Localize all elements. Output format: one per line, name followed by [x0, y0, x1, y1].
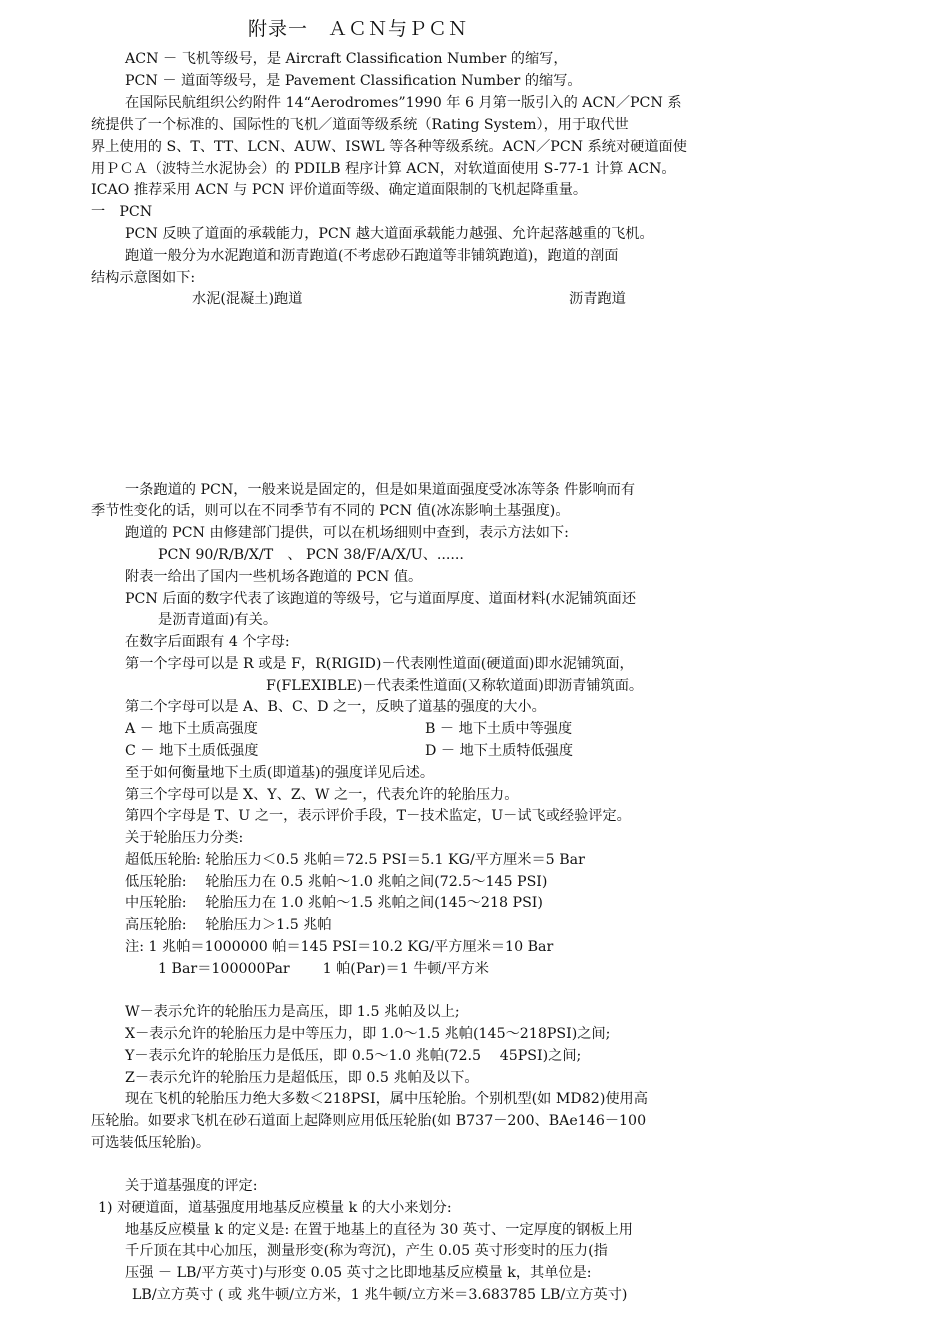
subgrade-line: 压强 － LB/平方英寸)与形变 0.05 英寸之比即地基反应模量 k，其单位是: [125, 1265, 592, 1281]
body-line: 一条跑道的 PCN，一般来说是固定的，但是如果道面强度受冰冻等条 件影响而有 [125, 482, 636, 498]
body-line: 压轮胎。如要求飞机在砂石道面上起降则应用低压轮胎(如 B737－200、BAe146－100 [91, 1113, 647, 1129]
tire-class-line: 低压轮胎: 轮胎压力在 0.5 兆帕～1.0 兆帕之间(72.5～145 PSI) [125, 874, 548, 890]
body-line: 在数字后面跟有 4 个字母: [125, 634, 290, 650]
body-line: 附表一给出了国内一些机场各跑道的 PCN 值。 [125, 569, 423, 585]
body-line: 第四个字母是 T、U 之一，表示评价手段，T－技术监定，U－试飞或经验评定。 [125, 808, 631, 824]
intro-line: 用ＰＣＡ（波特兰水泥协会）的 PDILB 程序计算 ACN，对软道面使用 S-77-1 计算 ACN。 [91, 161, 676, 177]
tire-class-line: 中压轮胎: 轮胎压力在 1.0 兆帕～1.5 兆帕之间(145～218 PSI) [125, 895, 543, 911]
tire-code-line: Y－表示允许的轮胎压力是低压，即 0.5～1.0 兆帕(72.5 45PSI)之间; [125, 1048, 582, 1064]
tire-code-line: W－表示允许的轮胎压力是高压，即 1.5 兆帕及以上; [125, 1004, 460, 1020]
section-heading-pcn: 一 PCN [91, 204, 153, 220]
intro-line-pcn: PCN － 道面等级号，是 Pavement Classification Number 的缩写。 [125, 73, 582, 89]
body-line: 跑道的 PCN 由修建部门提供，可以在机场细则中查到，表示方法如下: [125, 525, 569, 541]
intro-line-acn: ACN － 飞机等级号，是 Aircraft Classification Number 的缩写， [125, 51, 568, 67]
intro-line: 在国际民航组织公约附件 14“Aerodromes”1990 年 6 月第一版引入的 ACN／PCN 系 [125, 95, 682, 111]
figure-label-concrete: 水泥(混凝土)跑道 [192, 291, 303, 307]
strength-c: C － 地下土质低强度 [125, 743, 259, 759]
pcn-paragraph-line: 跑道一般分为水泥跑道和沥青跑道(不考虑砂石跑道等非铺筑跑道)，跑道的剖面 [125, 248, 619, 264]
tire-class-line: 高压轮胎: 轮胎压力＞1.5 兆帕 [125, 917, 332, 933]
note-line: 注: 1 兆帕＝1000000 帕＝145 PSI＝10.2 KG/平方厘米＝10 Bar [125, 939, 554, 955]
tire-class-line: 超低压轮胎: 轮胎压力＜0.5 兆帕＝72.5 PSI＝5.1 KG/平方厘米＝5 Bar [125, 852, 585, 868]
tire-code-line: Z－表示允许的轮胎压力是超低压，即 0.5 兆帕及以下。 [125, 1070, 479, 1086]
body-line: 可选装低压轮胎)。 [91, 1135, 211, 1151]
strength-d: D － 地下土质特低强度 [425, 743, 574, 759]
pcn-example: PCN 90/R/B/X/T 、 PCN 38/F/A/X/U、...... [158, 547, 464, 563]
strength-a: A － 地下土质高强度 [125, 721, 258, 737]
tire-code-line: X－表示允许的轮胎压力是中等压力，即 1.0～1.5 兆帕(145～218PSI)之间; [125, 1026, 611, 1042]
subgrade-heading: 关于道基强度的评定: [125, 1178, 258, 1194]
subgrade-line: LB/立方英寸 ( 或 兆牛顿/立方米，1 兆牛顿/立方米＝3.683785 LB/立方英寸) [132, 1287, 628, 1303]
body-line: PCN 后面的数字代表了该跑道的等级号，它与道面厚度、道面材料(水泥铺筑面还 [125, 591, 637, 607]
body-line: F(FLEXIBLE)－代表柔性道面(又称软道面)即沥青铺筑面。 [266, 678, 644, 694]
subgrade-line: 地基反应模量 k 的定义是: 在置于地基上的直径为 30 英寸、一定厚度的钢板上用 [125, 1222, 633, 1238]
body-line: 第一个字母可以是 R 或是 F，R(RIGID)－代表刚性道面(硬道面)即水泥铺筑面， [125, 656, 634, 672]
body-line: 是沥青道面)有关。 [158, 612, 278, 628]
body-line: 季节性变化的话，则可以在不同季节有不同的 PCN 值(冰冻影响土基强度)。 [91, 503, 570, 519]
body-line: 第三个字母可以是 X、Y、Z、W 之一，代表允许的轮胎压力。 [125, 787, 519, 803]
note-line: 1 Bar＝100000Par 1 帕(Par)＝1 牛顿/平方米 [158, 961, 489, 977]
page-title: 附录一 ＡＣＮ与ＰＣＮ [248, 18, 469, 40]
body-line: 至于如何衡量地下土质(即道基)的强度详见后述。 [125, 765, 435, 781]
pcn-paragraph-line: 结构示意图如下: [91, 270, 196, 286]
figure-label-asphalt: 沥青跑道 [569, 291, 626, 307]
body-line: 现在飞机的轮胎压力绝大多数＜218PSI，属中压轮胎。个别机型(如 MD82)使用高 [125, 1091, 648, 1107]
intro-line: 界上使用的 S、T、TT、LCN、AUW、ISWL 等各种等级系统。ACN／PCN 系统对硬道面使 [91, 139, 687, 155]
body-line: 关于轮胎压力分类: [125, 830, 244, 846]
subgrade-line: 1) 对硬道面，道基强度用地基反应模量 k 的大小来划分: [98, 1200, 452, 1216]
intro-line: ICAO 推荐采用 ACN 与 PCN 评价道面等级、确定道面限制的飞机起降重量。 [91, 182, 588, 198]
pcn-paragraph-line: PCN 反映了道面的承载能力，PCN 越大道面承载能力越强、允许起落越重的飞机。 [125, 226, 654, 242]
intro-line: 统提供了一个标准的、国际性的飞机／道面等级系统（Rating System），用于取代世 [91, 117, 629, 133]
subgrade-line: 千斤顶在其中心加压，测量形变(称为弯沉)，产生 0.05 英寸形变时的压力(指 [125, 1243, 608, 1259]
body-line: 第二个字母可以是 A、B、C、D 之一，反映了道基的强度的大小。 [125, 699, 546, 715]
strength-b: B － 地下土质中等强度 [425, 721, 573, 737]
